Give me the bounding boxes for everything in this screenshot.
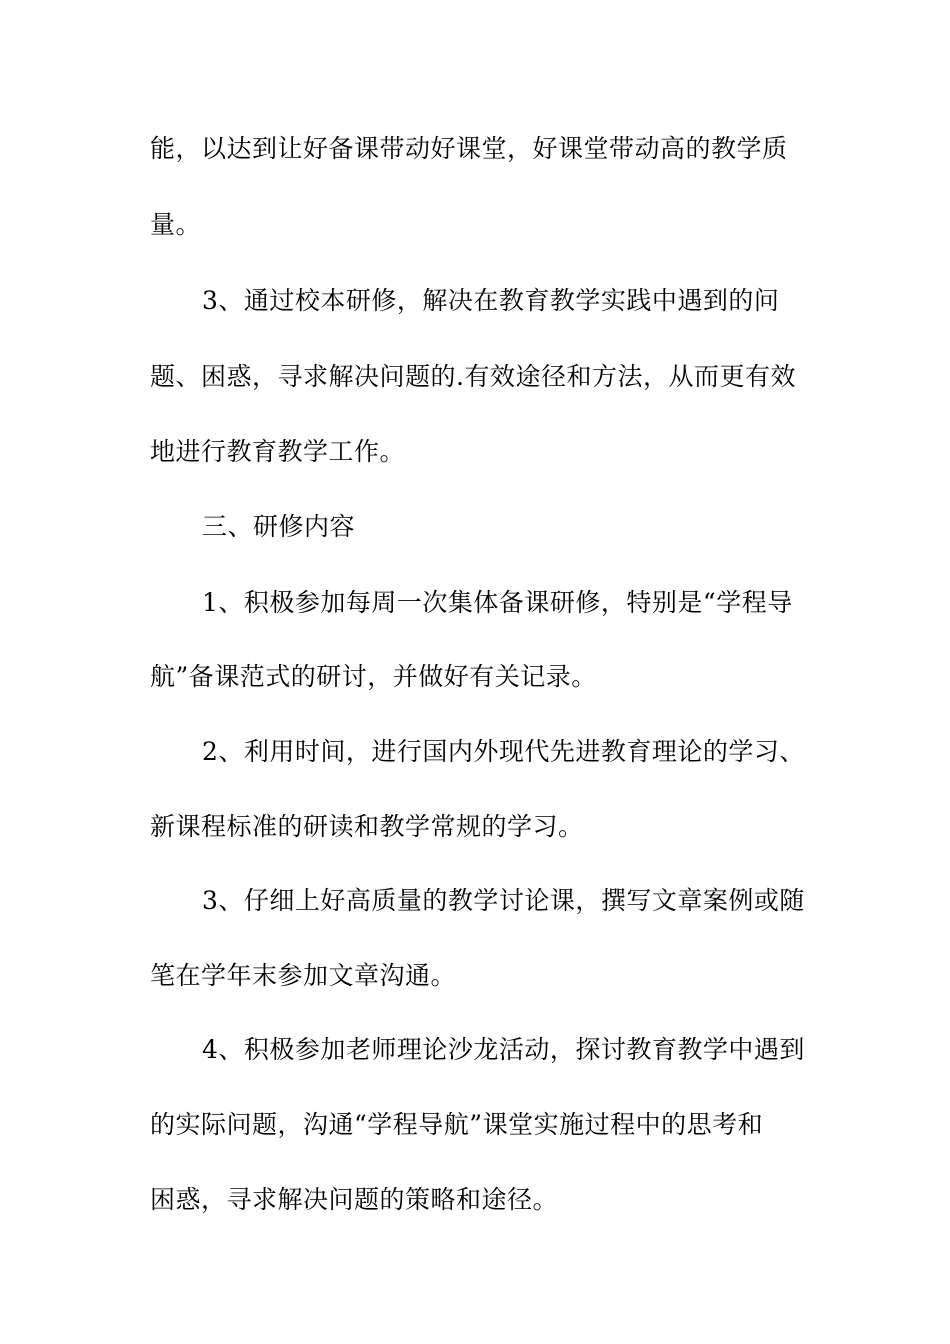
text-line: 笔在学年末参加文章沟通。: [150, 961, 457, 990]
section-heading: 三、研修内容: [202, 512, 356, 541]
text-line: 的实际问题，沟通“学程导航”课堂实施过程中的思考和: [150, 1110, 764, 1139]
text-line: 地进行教育教学工作。: [150, 437, 406, 466]
text-line: 题、困惑，寻求解决问题的.有效途径和方法，从而更有效: [150, 362, 796, 391]
paragraph-start-line: 3、通过校本研修，解决在教育教学实践中遇到的问: [202, 286, 780, 315]
paragraph-start-line: 4、积极参加老师理论沙龙活动，探讨教育教学中遇到: [202, 1035, 805, 1064]
text-line: 量。: [150, 210, 202, 239]
text-line: 能，以达到让好备课带动好课堂，好课堂带动高的教学质: [150, 134, 788, 163]
text-line: 困惑，寻求解决问题的策略和途径。: [150, 1185, 559, 1214]
paragraph-start-line: 1、积极参加每周一次集体备课研修，特别是“学程导: [202, 588, 793, 617]
paragraph-start-line: 3、仔细上好高质量的教学讨论课，撰写文章案例或随: [202, 886, 805, 915]
paragraph-start-line: 2、利用时间，进行国内外现代先进教育理论的学习、: [202, 737, 805, 766]
text-line: 新课程标准的研读和教学常规的学习。: [150, 812, 584, 841]
text-line: 航”备课范式的研讨，并做好有关记录。: [150, 662, 597, 691]
